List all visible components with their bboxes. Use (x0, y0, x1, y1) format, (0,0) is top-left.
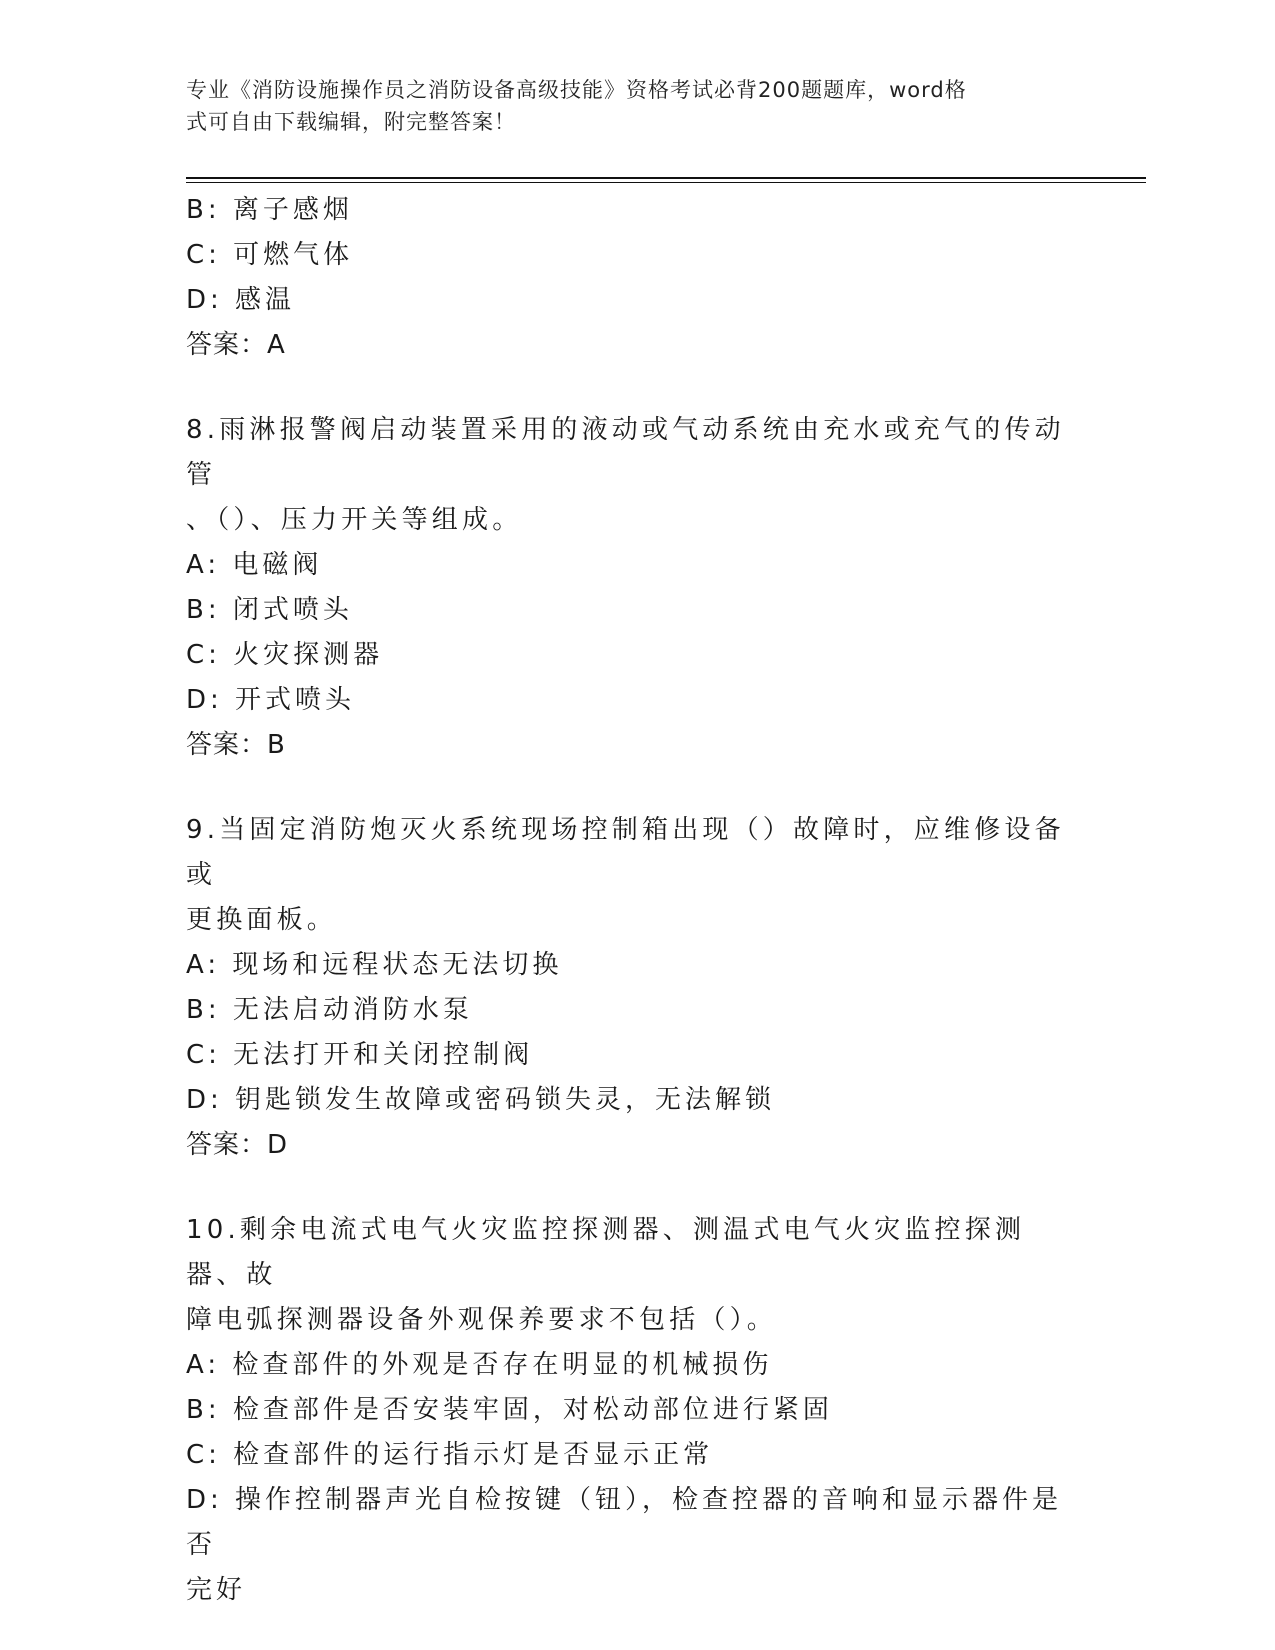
option-a: A: 电磁阀 (186, 550, 323, 580)
question-content (186, 188, 1086, 1613)
document-header (186, 74, 1066, 138)
option-a: A: 检查部件的外观是否存在明显的机械损伤 (186, 1350, 773, 1380)
option-c: C: 可燃气体 (186, 240, 354, 270)
option-c: C: 无法打开和关闭控制阀 (186, 1040, 534, 1070)
spacer (186, 368, 1086, 408)
option-a: A: 现场和远程状态无法切换 (186, 950, 563, 980)
spacer (186, 1168, 1086, 1208)
answer-line: 答案：A (186, 330, 286, 360)
option-b: B: 检查部件是否安装牢固，对松动部位进行紧固 (186, 1395, 833, 1425)
question-9 (186, 808, 1086, 1168)
option-d: D: 开式喷头 (186, 685, 356, 715)
question-7-tail (186, 188, 1086, 368)
header-divider-thick (186, 177, 1146, 179)
option-d: D: 感温 (186, 285, 296, 315)
question-stem-line-2: 、（）、压力开关等组成。 (186, 505, 523, 535)
option-d: D: 操作控制器声光自检按键（钮），检查控器的音响和显示器件是否 (186, 1485, 1063, 1560)
option-d: D: 钥匙锁发生故障或密码锁失灵，无法解锁 (186, 1085, 776, 1115)
question-8 (186, 408, 1086, 768)
question-10 (186, 1208, 1086, 1613)
spacer (186, 768, 1086, 808)
header-line-1: 专业《消防设施操作员之消防设备高级技能》资格考试必背200题题库，word格 (186, 78, 967, 102)
answer-line: 答案：B (186, 730, 286, 760)
question-stem-line-1: 9.当固定消防炮灭火系统现场控制箱出现（）故障时，应维修设备或 (186, 815, 1065, 890)
option-b: B: 无法启动消防水泵 (186, 995, 473, 1025)
option-d-continuation: 完好 (186, 1575, 247, 1605)
option-c: C: 检查部件的运行指示灯是否显示正常 (186, 1440, 714, 1470)
header-divider-thin (186, 182, 1146, 183)
question-stem-line-2: 障电弧探测器设备外观保养要求不包括（）。 (186, 1305, 778, 1335)
option-b: B: 闭式喷头 (186, 595, 353, 625)
question-stem-line-1: 10.剩余电流式电气火灾监控探测器、测温式电气火灾监控探测器、故 (186, 1215, 1026, 1290)
option-b: B: 离子感烟 (186, 195, 353, 225)
header-line-2: 式可自由下载编辑，附完整答案！ (186, 110, 516, 134)
option-c: C: 火灾探测器 (186, 640, 384, 670)
answer-line: 答案：D (186, 1130, 289, 1160)
question-stem-line-2: 更换面板。 (186, 905, 338, 935)
question-stem-line-1: 8.雨淋报警阀启动装置采用的液动或气动系统由充水或充气的传动管 (186, 415, 1065, 490)
